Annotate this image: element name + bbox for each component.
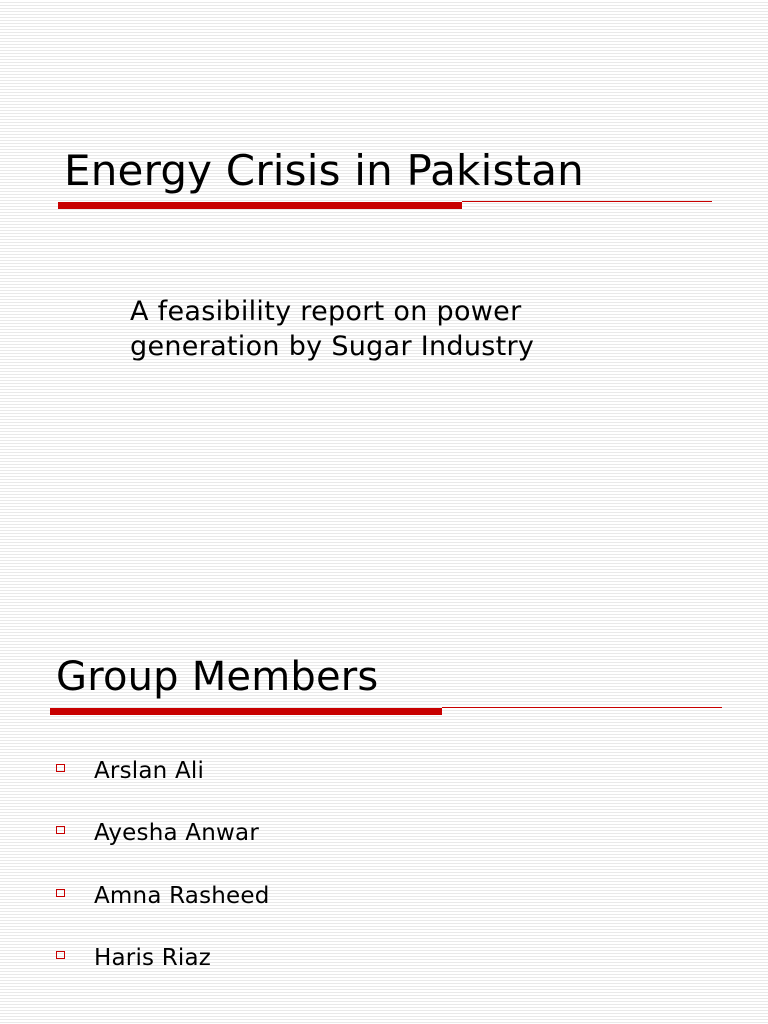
title-underline-thin — [442, 707, 722, 708]
slide-title: Group Members — [56, 654, 379, 700]
title-underline — [58, 200, 712, 210]
subtitle-line: A feasibility report on power — [130, 296, 522, 327]
list-item — [56, 943, 456, 973]
title-underline — [50, 706, 722, 716]
title-underline-thin — [462, 201, 712, 202]
hollow-square-bullet-icon — [56, 889, 65, 897]
title-underline-thick — [58, 202, 462, 209]
list-item — [56, 756, 456, 786]
member-name: Ayesha Anwar — [94, 820, 259, 846]
slide-title: Energy Crisis in Pakistan — [64, 146, 584, 195]
group-members-slide — [0, 512, 768, 1024]
subtitle-line: generation by Sugar Industry — [130, 331, 535, 362]
title-underline-thick — [50, 708, 442, 715]
member-name: Arslan Ali — [94, 758, 205, 784]
list-item — [56, 818, 456, 848]
hollow-square-bullet-icon — [56, 826, 65, 834]
member-name: Amna Rasheed — [94, 883, 270, 909]
hollow-square-bullet-icon — [56, 764, 65, 772]
slide-subtitle — [130, 294, 690, 364]
member-name: Haris Riaz — [94, 945, 212, 971]
hollow-square-bullet-icon — [56, 951, 65, 959]
list-item — [56, 881, 456, 911]
